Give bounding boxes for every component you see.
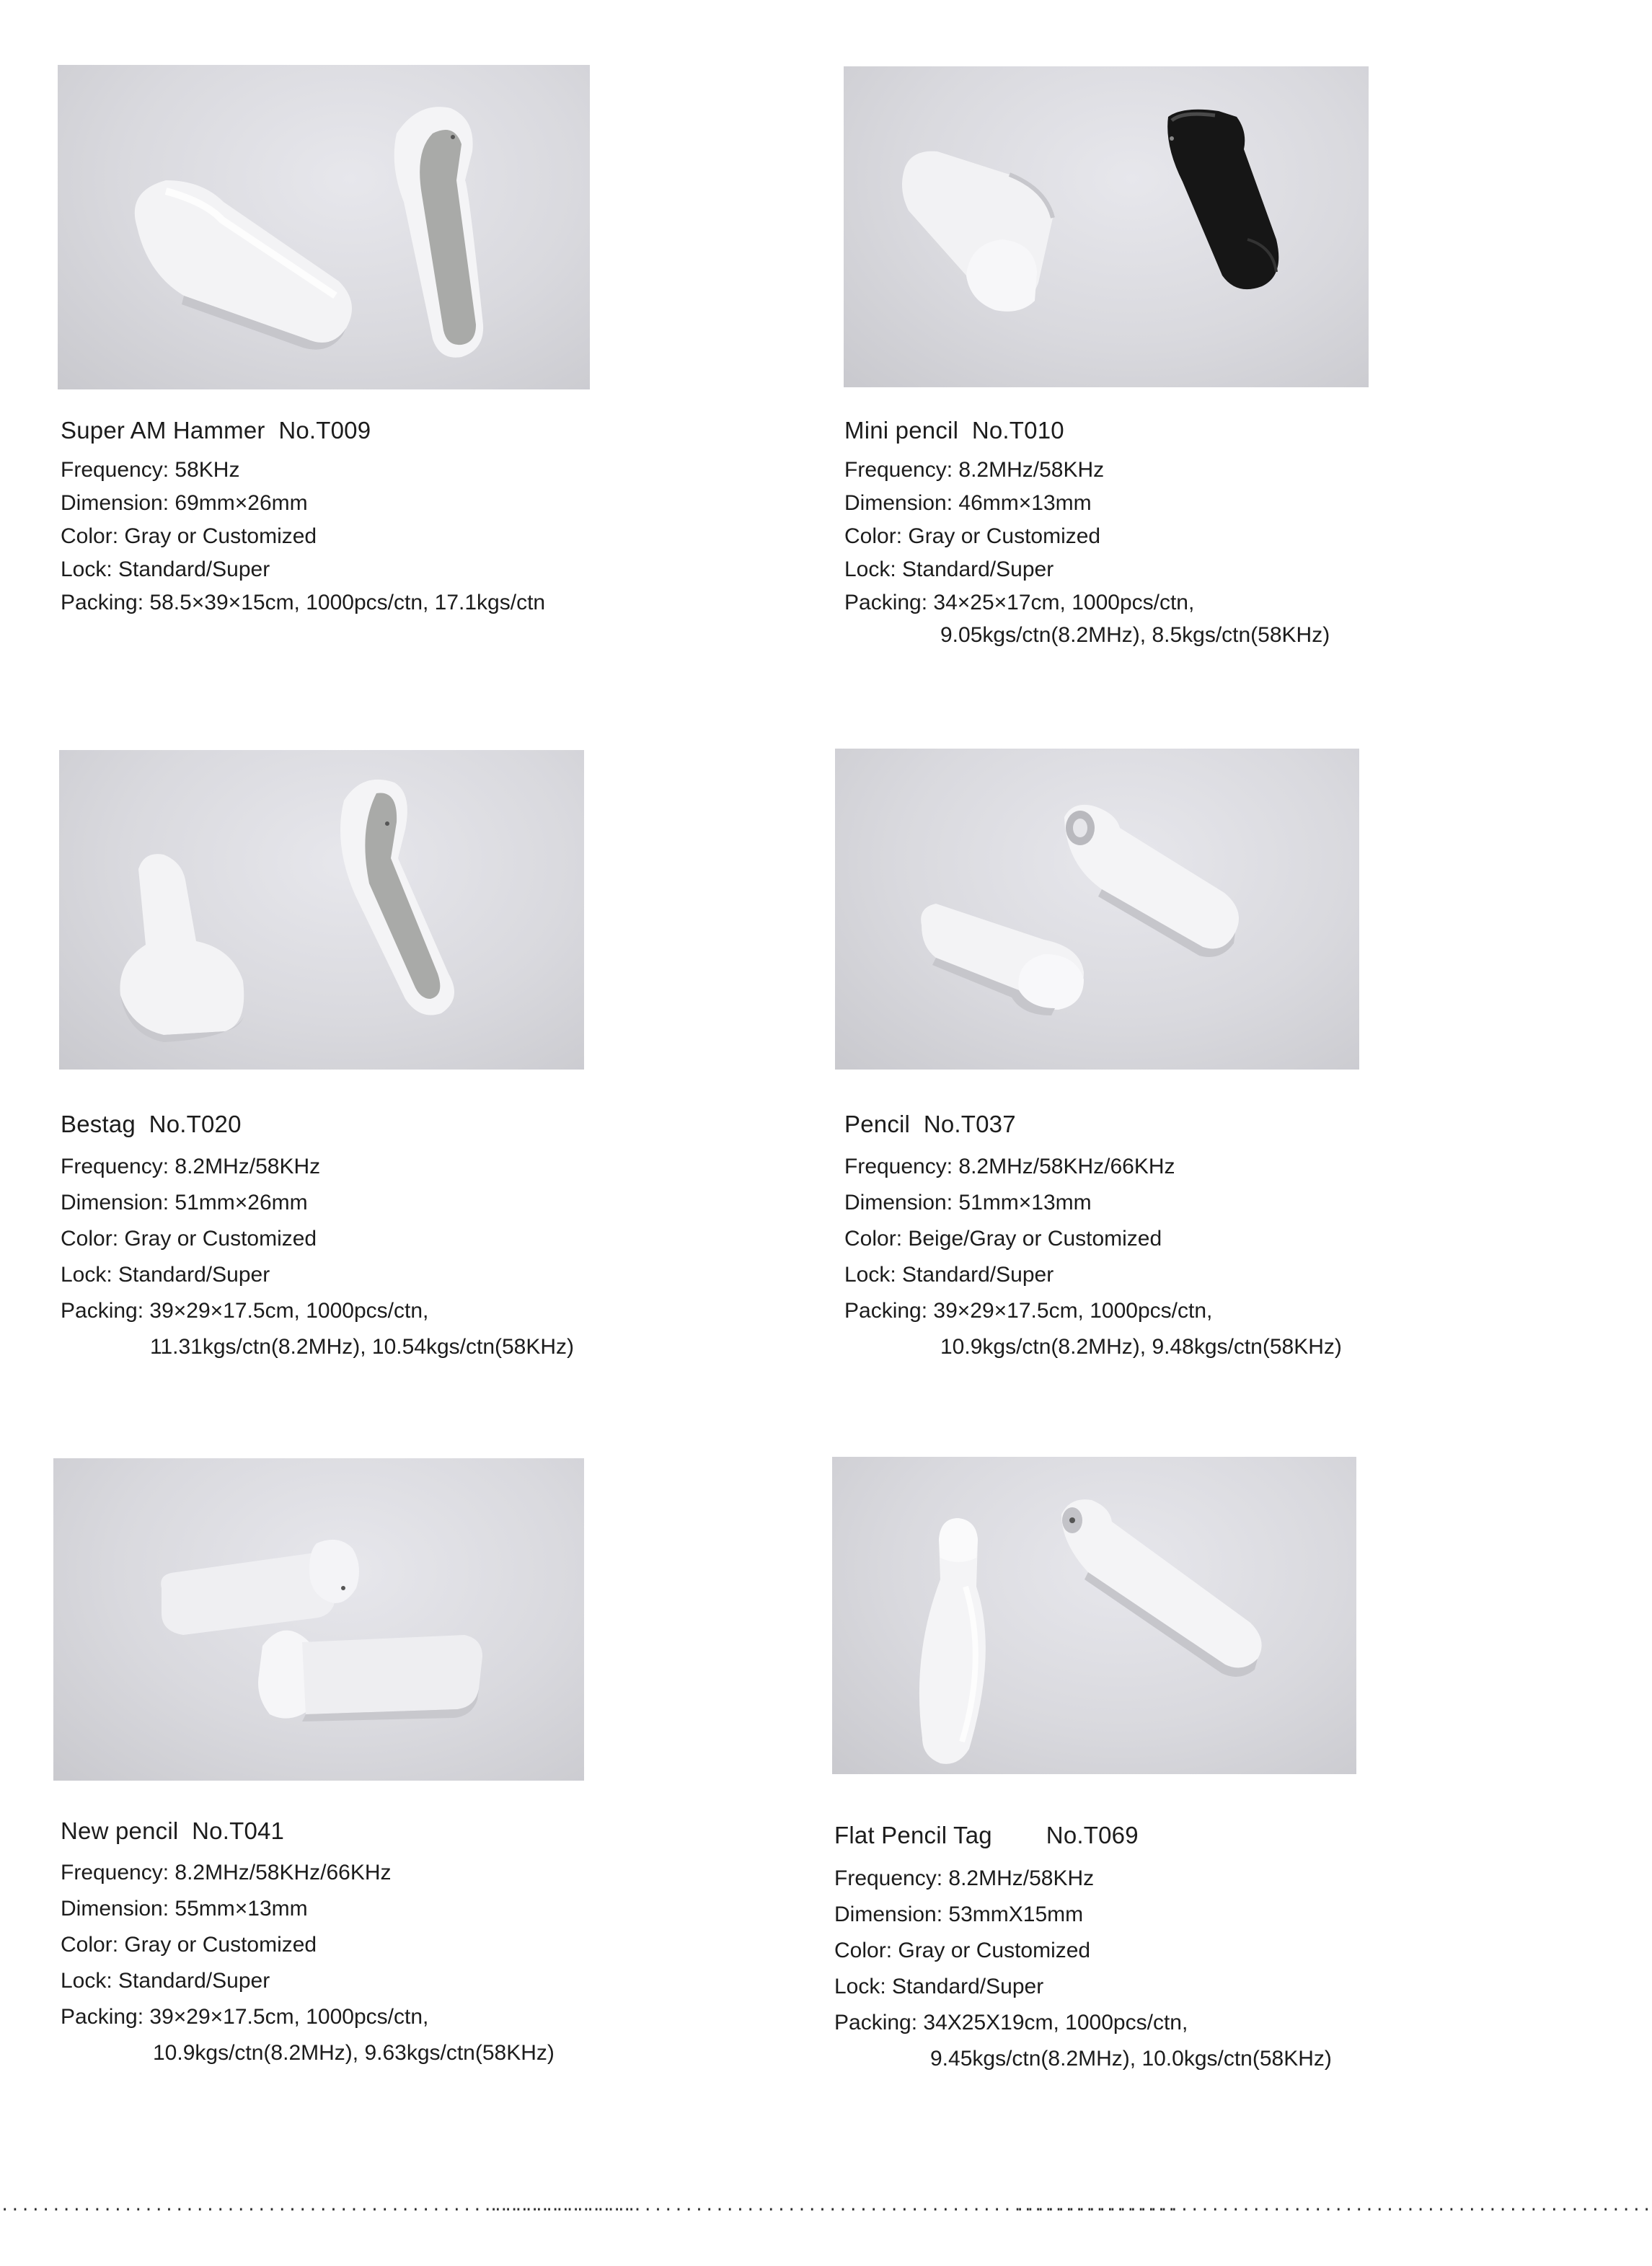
product-photo-t009 [58, 65, 590, 389]
packing-spec: Packing: 34X25X19cm, 1000pcs/ctn, [834, 2011, 1188, 2034]
lock-spec: Lock: Standard/Super [61, 1969, 270, 1993]
lock-spec: Lock: Standard/Super [844, 1263, 1054, 1287]
packing-spec-continued: 9.45kgs/ctn(8.2MHz), 10.0kgs/ctn(58KHz) [930, 2047, 1332, 2071]
product-photo-t041 [53, 1458, 584, 1781]
product-title: New pencil No.T041 [61, 1817, 285, 1844]
dimension-spec: Dimension: 51mm×26mm [61, 1191, 308, 1214]
color-spec: Color: Gray or Customized [844, 524, 1101, 548]
bestag-tag-image [59, 750, 584, 1070]
packing-spec: Packing: 34×25×17cm, 1000pcs/ctn, [844, 591, 1195, 614]
dimension-spec: Dimension: 69mm×26mm [61, 491, 308, 515]
color-spec: Color: Gray or Customized [61, 1933, 317, 1957]
packing-spec-continued: 9.05kgs/ctn(8.2MHz), 8.5kgs/ctn(58KHz) [940, 623, 1330, 647]
packing-spec: Packing: 39×29×17.5cm, 1000pcs/ctn, [61, 1299, 429, 1323]
packing-spec: Packing: 58.5×39×15cm, 1000pcs/ctn, 17.1kgs/ctn [61, 591, 546, 614]
frequency-spec: Frequency: 8.2MHz/58KHz/66KHz [844, 1155, 1175, 1178]
packing-spec-continued: 10.9kgs/ctn(8.2MHz), 9.48kgs/ctn(58KHz) [940, 1335, 1342, 1359]
frequency-spec: Frequency: 8.2MHz/58KHz/66KHz [61, 1861, 392, 1884]
packing-spec-continued: 11.31kgs/ctn(8.2MHz), 10.54kgs/ctn(58KHz) [150, 1335, 575, 1359]
product-photo-t037 [835, 749, 1359, 1070]
color-spec: Color: Beige/Gray or Customized [844, 1227, 1162, 1251]
lock-spec: Lock: Standard/Super [844, 557, 1054, 581]
frequency-spec: Frequency: 8.2MHz/58KHz [844, 458, 1105, 482]
product-title: Mini pencil No.T010 [844, 417, 1064, 444]
dimension-spec: Dimension: 46mm×13mm [844, 491, 1092, 515]
frequency-spec: Frequency: 8.2MHz/58KHz [834, 1866, 1095, 1890]
new-pencil-tag-image [53, 1458, 584, 1781]
pencil-tag-image [835, 749, 1359, 1070]
packing-spec-continued: 10.9kgs/ctn(8.2MHz), 9.63kgs/ctn(58KHz) [153, 2041, 555, 2065]
product-title: Super AM Hammer No.T009 [61, 417, 371, 444]
dimension-spec: Dimension: 55mm×13mm [61, 1897, 308, 1921]
footer-dotted-divider-left: .............................................................. [0, 2197, 637, 2215]
footer-dotted-divider-right: .............................................................. [1015, 2197, 1652, 2215]
product-photo-t069 [832, 1457, 1356, 1774]
hammer-tag-image [58, 65, 590, 389]
product-photo-t010 [844, 66, 1369, 387]
color-spec: Color: Gray or Customized [61, 524, 317, 548]
product-photo-t020 [59, 750, 584, 1070]
dimension-spec: Dimension: 53mmX15mm [834, 1903, 1084, 1926]
color-spec: Color: Gray or Customized [834, 1939, 1091, 1962]
dimension-spec: Dimension: 51mm×13mm [844, 1191, 1092, 1214]
product-title: Pencil No.T037 [844, 1111, 1016, 1137]
color-spec: Color: Gray or Customized [61, 1227, 317, 1251]
frequency-spec: Frequency: 8.2MHz/58KHz [61, 1155, 321, 1178]
lock-spec: Lock: Standard/Super [61, 1263, 270, 1287]
mini-pencil-tag-image [844, 66, 1369, 387]
lock-spec: Lock: Standard/Super [834, 1975, 1044, 1998]
flat-pencil-tag-image [832, 1457, 1356, 1774]
product-title: Flat Pencil Tag No.T069 [834, 1822, 1139, 1848]
footer-dotted-divider-middle: ................................................................... [489, 2197, 1178, 2215]
packing-spec: Packing: 39×29×17.5cm, 1000pcs/ctn, [61, 2005, 429, 2029]
lock-spec: Lock: Standard/Super [61, 557, 270, 581]
product-title: Bestag No.T020 [61, 1111, 242, 1137]
packing-spec: Packing: 39×29×17.5cm, 1000pcs/ctn, [844, 1299, 1213, 1323]
frequency-spec: Frequency: 58KHz [61, 458, 240, 482]
